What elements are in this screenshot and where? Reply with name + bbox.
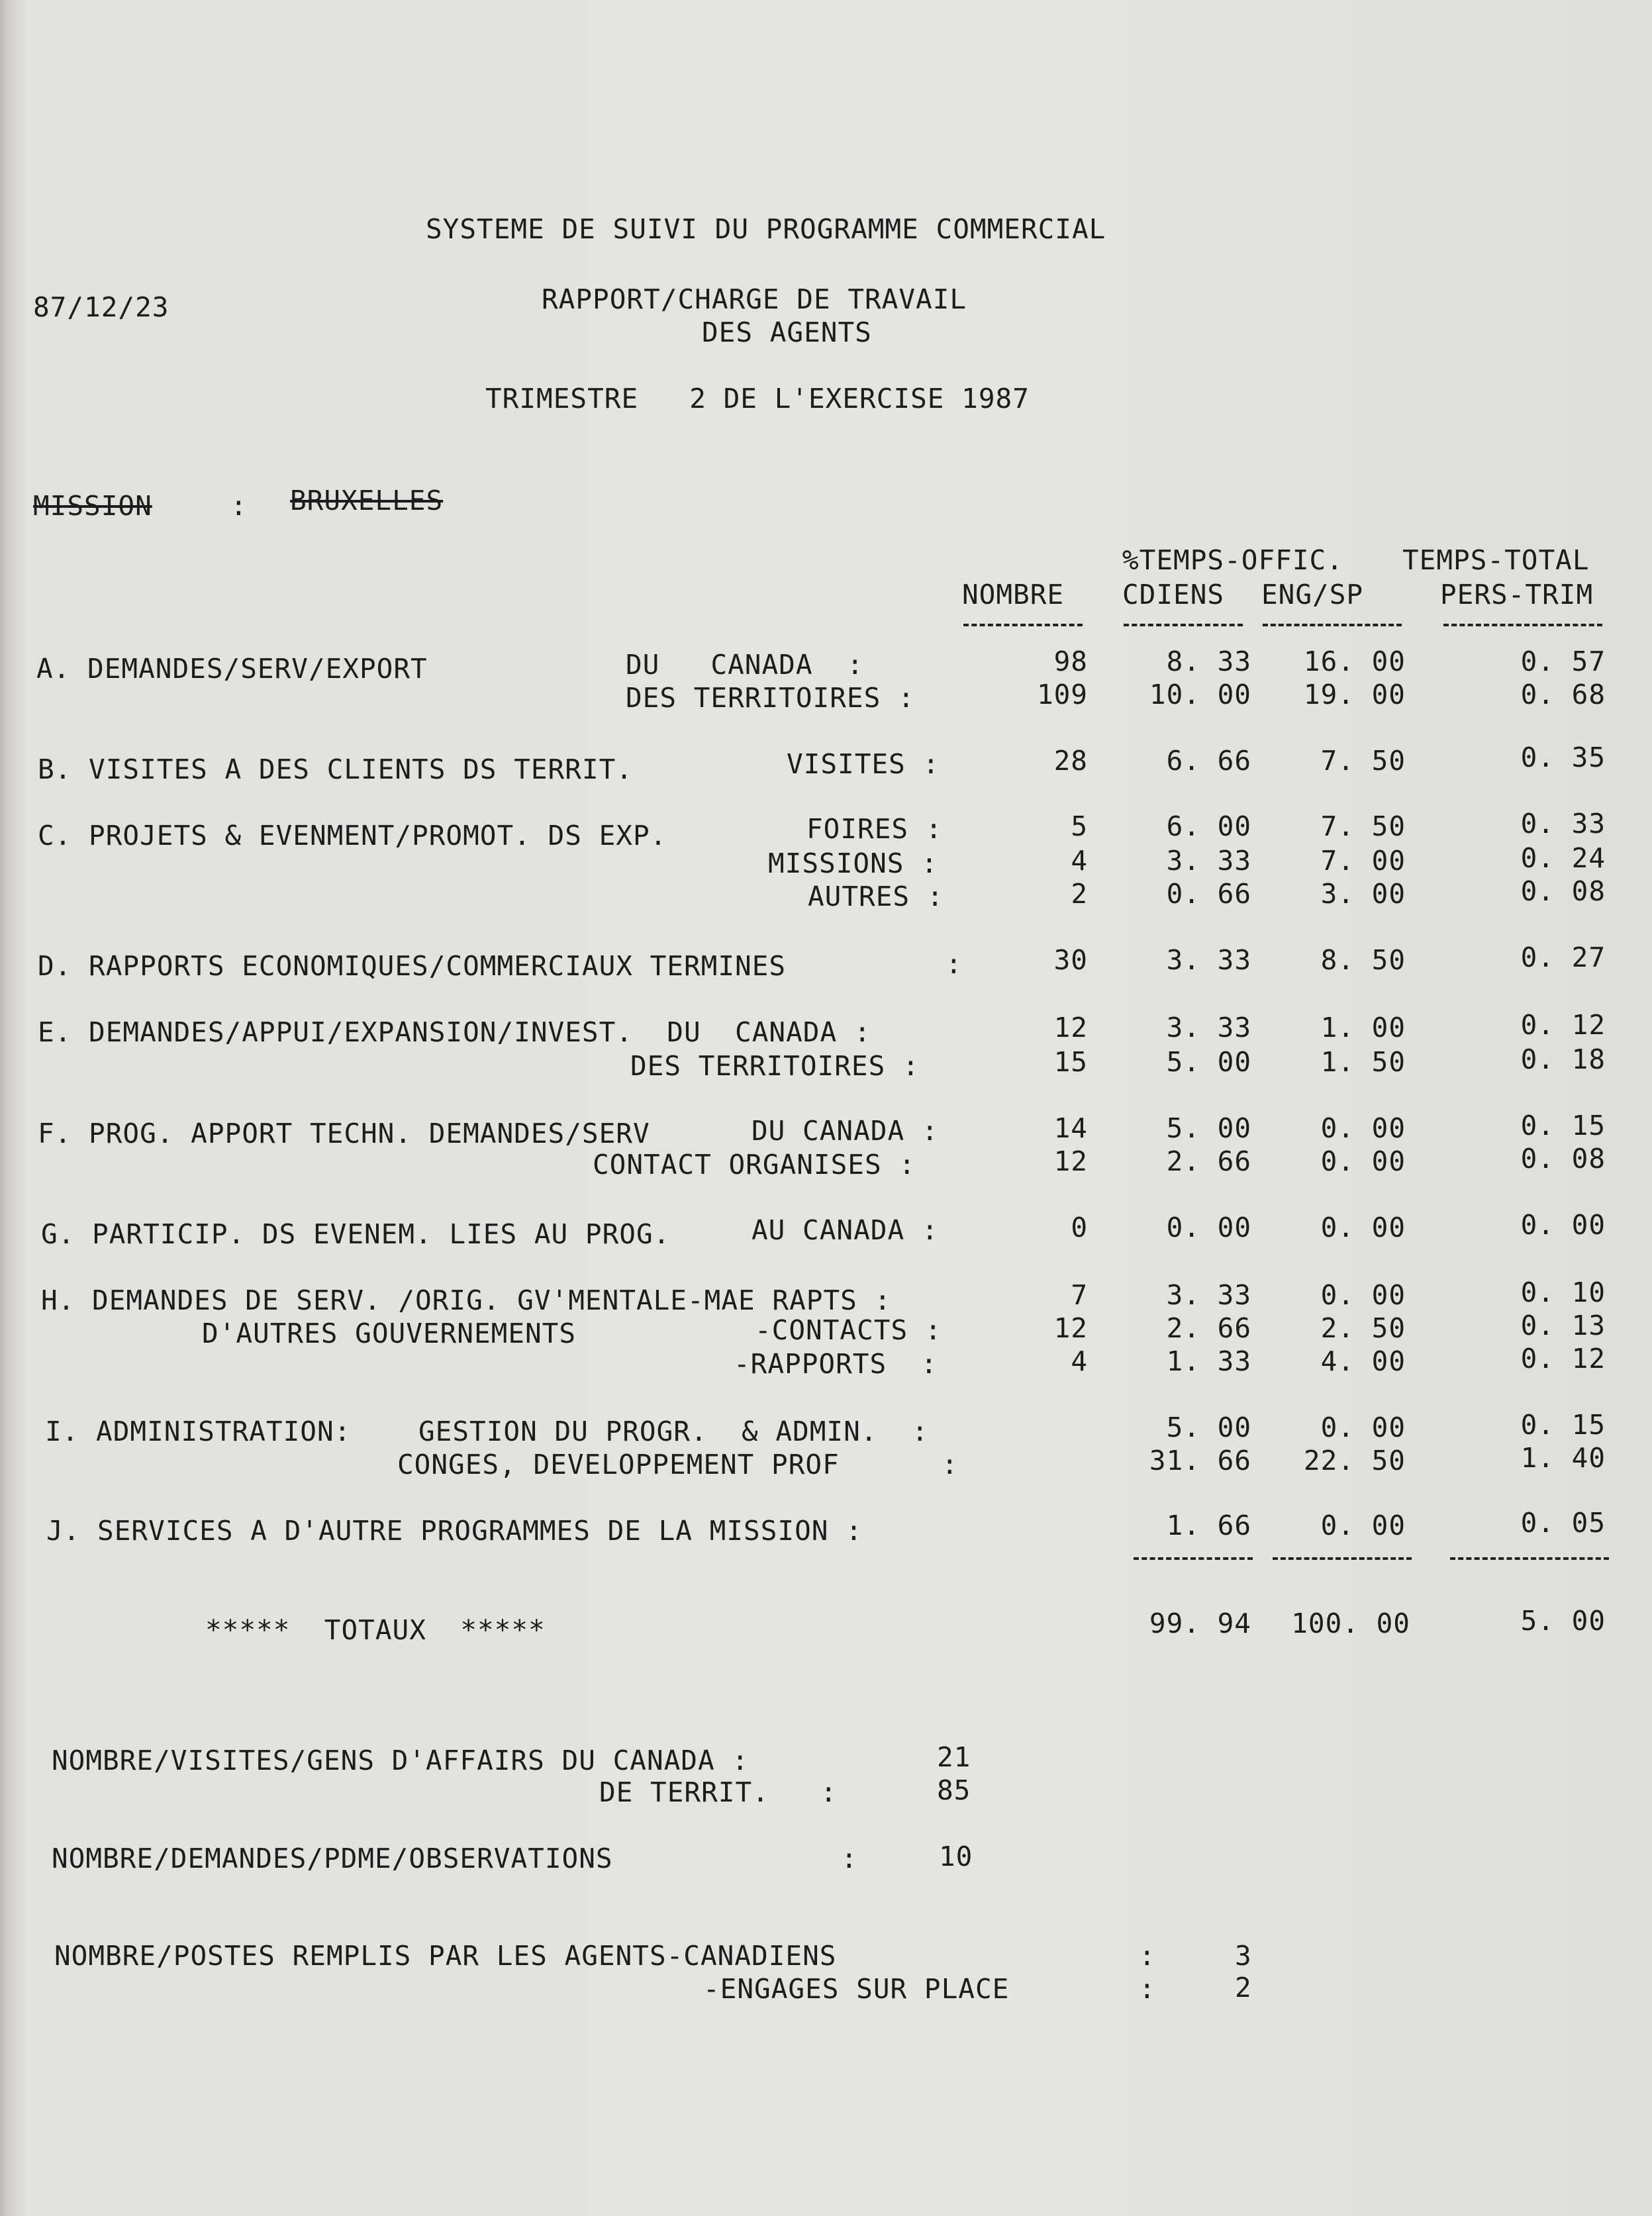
mission-label: MISSION: [33, 490, 152, 522]
summary-visites-value: 21: [937, 1741, 971, 1773]
row-c-3-cdiens: 0. 66: [1166, 878, 1251, 910]
row-a-2-cdiens: 10. 00: [1149, 679, 1251, 710]
row-f-1-engsp: 0. 00: [1320, 1112, 1406, 1144]
row-f-sub1: DU CANADA :: [752, 1115, 939, 1147]
row-b-1-cdiens: 6. 66: [1166, 745, 1251, 777]
row-c-3-perstrim: 0. 08: [1520, 875, 1606, 907]
summary-pdme-label: NOMBRE/DEMANDES/PDME/OBSERVATIONS: [52, 1843, 613, 1874]
row-b-1-engsp: 7. 50: [1320, 745, 1406, 777]
row-j-1-cdiens: 1. 66: [1166, 1510, 1251, 1541]
row-g-1-nombre: 0: [1071, 1212, 1088, 1243]
header-rule: [1443, 624, 1602, 626]
row-a-1-perstrim: 0. 57: [1520, 646, 1606, 677]
row-g-1-engsp: 0. 00: [1320, 1212, 1406, 1243]
summary-postes-value: 3: [1235, 1940, 1252, 1972]
row-f-label: F. PROG. APPORT TECHN. DEMANDES/SERV: [38, 1118, 650, 1149]
row-a-1-engsp: 16. 00: [1303, 646, 1406, 677]
row-i-2-perstrim: 1. 40: [1520, 1442, 1606, 1474]
row-h-label2: D'AUTRES GOUVERNEMENTS: [202, 1318, 577, 1349]
row-c-3-engsp: 3. 00: [1320, 878, 1406, 910]
row-f-2-cdiens: 2. 66: [1166, 1145, 1251, 1177]
row-a-1-nombre: 98: [1053, 646, 1088, 677]
totals-rule: [1450, 1557, 1609, 1560]
row-h-2-engsp: 2. 50: [1320, 1312, 1406, 1344]
header-rule: [963, 624, 1083, 626]
row-h-1-engsp: 0. 00: [1320, 1279, 1406, 1311]
row-i-1-engsp: 0. 00: [1320, 1412, 1406, 1443]
report-title: SYSTEME DE SUIVI DU PROGRAMME COMMERCIAL: [426, 213, 1106, 245]
row-a-1-cdiens: 8. 33: [1166, 646, 1251, 677]
row-e-2-perstrim: 0. 18: [1520, 1043, 1606, 1075]
row-c-label: C. PROJETS & EVENMENT/PROMOT. DS EXP.: [38, 820, 667, 851]
row-c-1-perstrim: 0. 33: [1520, 808, 1606, 840]
row-b-sub1: VISITES :: [787, 748, 940, 780]
row-h-1-nombre: 7: [1071, 1279, 1088, 1311]
row-e-2-nombre: 15: [1053, 1046, 1088, 1078]
summary-engages-separator: :: [1139, 1973, 1156, 2005]
row-f-2-nombre: 12: [1053, 1145, 1088, 1177]
row-c-sub2: MISSIONS :: [768, 847, 938, 879]
totals-perstrim: 5. 00: [1520, 1605, 1606, 1637]
totals-rule: [1134, 1557, 1253, 1560]
row-a-sub1: DU CANADA :: [626, 649, 864, 681]
row-g-1-perstrim: 0. 00: [1520, 1209, 1606, 1241]
summary-pdme-value: 10: [939, 1841, 973, 1872]
row-e-1-engsp: 1. 00: [1320, 1012, 1406, 1043]
summary-visites-label: NOMBRE/VISITES/GENS D'AFFAIRS DU CANADA :: [52, 1745, 750, 1776]
summary-pdme-separator: :: [841, 1843, 858, 1874]
summary-territ-value: 85: [937, 1774, 971, 1806]
row-i-2-cdiens: 31. 66: [1149, 1445, 1251, 1476]
row-f-1-nombre: 14: [1053, 1112, 1088, 1144]
row-a-2-perstrim: 0. 68: [1520, 679, 1606, 710]
totals-cdiens: 99. 94: [1149, 1608, 1251, 1639]
row-g-label: G. PARTICIP. DS EVENEM. LIES AU PROG.: [41, 1218, 671, 1250]
row-i-sub1: GESTION DU PROGR. & ADMIN. :: [418, 1416, 929, 1447]
row-i-label: I. ADMINISTRATION:: [45, 1416, 352, 1447]
row-d-1-nombre: 30: [1053, 944, 1088, 976]
row-j-1-perstrim: 0. 05: [1520, 1507, 1606, 1539]
row-d-1-cdiens: 3. 33: [1166, 944, 1251, 976]
summary-engages-label: -ENGAGES SUR PLACE: [703, 1973, 1010, 2005]
row-e-label: E. DEMANDES/APPUI/EXPANSION/INVEST. DU CANADA :: [38, 1016, 871, 1048]
row-h-3-cdiens: 1. 33: [1166, 1345, 1251, 1377]
row-h-3-engsp: 4. 00: [1320, 1345, 1406, 1377]
row-c-2-engsp: 7. 00: [1320, 845, 1406, 877]
row-a-label: A. DEMANDES/SERV/EXPORT: [36, 653, 428, 685]
row-f-1-perstrim: 0. 15: [1520, 1110, 1606, 1141]
row-c-2-nombre: 4: [1071, 845, 1088, 877]
row-c-1-cdiens: 6. 00: [1166, 810, 1251, 842]
row-e-sub2: DES TERRITOIRES :: [630, 1050, 920, 1082]
report-subtitle-line1: RAPPORT/CHARGE DE TRAVAIL: [542, 283, 967, 315]
row-h-3-nombre: 4: [1071, 1345, 1088, 1377]
row-c-sub1: FOIRES :: [806, 813, 943, 845]
row-h-sub2: -CONTACTS :: [755, 1314, 942, 1346]
row-c-2-cdiens: 3. 33: [1166, 845, 1251, 877]
row-h-2-perstrim: 0. 13: [1520, 1310, 1606, 1341]
row-j-1-engsp: 0. 00: [1320, 1510, 1406, 1541]
row-e-2-engsp: 1. 50: [1320, 1046, 1406, 1078]
row-c-1-engsp: 7. 50: [1320, 810, 1406, 842]
totals-rule: [1273, 1557, 1412, 1560]
row-a-2-engsp: 19. 00: [1303, 679, 1406, 710]
header-rule: [1263, 624, 1402, 626]
row-b-1-nombre: 28: [1053, 745, 1088, 777]
summary-engages-value: 2: [1235, 1972, 1252, 2003]
row-g-1-cdiens: 0. 00: [1166, 1212, 1251, 1243]
summary-postes-label: NOMBRE/POSTES REMPLIS PAR LES AGENTS-CANADIENS: [54, 1940, 837, 1972]
row-f-2-engsp: 0. 00: [1320, 1145, 1406, 1177]
row-h-2-nombre: 12: [1053, 1312, 1088, 1344]
row-d-label: D. RAPPORTS ECONOMIQUES/COMMERCIAUX TERMINES: [38, 950, 787, 982]
header-rule: [1124, 624, 1243, 626]
row-d-1-engsp: 8. 50: [1320, 944, 1406, 976]
mission-separator: :: [230, 490, 248, 522]
row-c-sub3: AUTRES :: [808, 881, 944, 912]
row-f-2-perstrim: 0. 08: [1520, 1143, 1606, 1175]
row-i-1-cdiens: 5. 00: [1166, 1412, 1251, 1443]
row-c-1-nombre: 5: [1071, 810, 1088, 842]
row-h-label: H. DEMANDES DE SERV. /ORIG. GV'MENTALE-MAE RAPTS :: [41, 1284, 892, 1316]
row-f-1-cdiens: 5. 00: [1166, 1112, 1251, 1144]
row-e-2-cdiens: 5. 00: [1166, 1046, 1251, 1078]
summary-territ-label: DE TERRIT. :: [599, 1776, 838, 1808]
report-date: 87/12/23: [33, 291, 170, 323]
column-header-engsp: ENG/SP: [1261, 579, 1364, 610]
report-quarter: TRIMESTRE 2 DE L'EXERCISE 1987: [485, 383, 1030, 414]
row-d-1-perstrim: 0. 27: [1520, 941, 1606, 973]
row-i-1-perstrim: 0. 15: [1520, 1409, 1606, 1441]
row-j-label: J. SERVICES A D'AUTRE PROGRAMMES DE LA MISSION :: [46, 1515, 863, 1547]
row-f-sub2: CONTACT ORGANISES :: [593, 1149, 916, 1180]
row-e-1-nombre: 12: [1053, 1012, 1088, 1043]
row-i-2-engsp: 22. 50: [1303, 1445, 1406, 1476]
mission-value: BRUXELLES: [290, 485, 444, 516]
row-a-2-nombre: 109: [1036, 679, 1088, 710]
row-b-label: B. VISITES A DES CLIENTS DS TERRIT.: [38, 753, 633, 785]
totals-label: ***** TOTAUX *****: [205, 1614, 546, 1646]
row-g-sub1: AU CANADA :: [752, 1214, 939, 1246]
row-a-sub2: DES TERRITOIRES :: [626, 682, 915, 714]
row-h-sub3: -RAPPORTS :: [734, 1348, 938, 1380]
row-e-1-cdiens: 3. 33: [1166, 1012, 1251, 1043]
row-h-3-perstrim: 0. 12: [1520, 1343, 1606, 1374]
column-header-cdiens: CDIENS: [1122, 579, 1225, 610]
row-c-3-nombre: 2: [1071, 878, 1088, 910]
row-i-sub2: CONGES, DEVELOPPEMENT PROF :: [397, 1449, 959, 1480]
report-subtitle-line2: DES AGENTS: [702, 316, 872, 348]
row-e-1-perstrim: 0. 12: [1520, 1009, 1606, 1041]
row-h-1-perstrim: 0. 10: [1520, 1277, 1606, 1308]
row-c-2-perstrim: 0. 24: [1520, 842, 1606, 874]
row-h-2-cdiens: 2. 66: [1166, 1312, 1251, 1344]
column-header-perstrim: PERS-TRIM: [1440, 579, 1594, 610]
column-header-pct-temps: %TEMPS-OFFIC.: [1122, 544, 1343, 576]
row-b-1-perstrim: 0. 35: [1520, 742, 1606, 773]
column-header-temps-total: TEMPS-TOTAL: [1402, 544, 1590, 576]
row-d-sub1: :: [946, 948, 963, 980]
summary-postes-separator: :: [1139, 1940, 1156, 1972]
column-header-nombre: NOMBRE: [962, 579, 1065, 610]
row-h-1-cdiens: 3. 33: [1166, 1279, 1251, 1311]
totals-engsp: 100. 00: [1291, 1608, 1410, 1639]
